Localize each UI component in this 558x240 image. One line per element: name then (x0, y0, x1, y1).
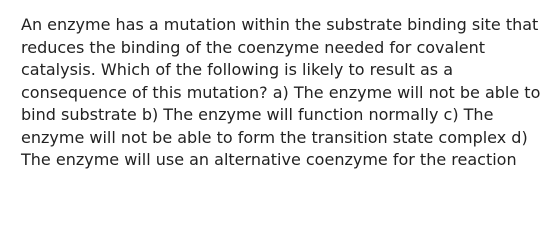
question-text: An enzyme has a mutation within the substrate binding site that reduces the binding of the coenzyme needed for covalent catalysis. Which of the following is likely to result as a consequence of this mutation? a) The enzyme will not be able to bind substrate b) The enzyme will function normally c) The enzyme will not be able to form the transition state complex d) The enzyme will use an alternative coenzyme for the reaction (21, 15, 541, 169)
